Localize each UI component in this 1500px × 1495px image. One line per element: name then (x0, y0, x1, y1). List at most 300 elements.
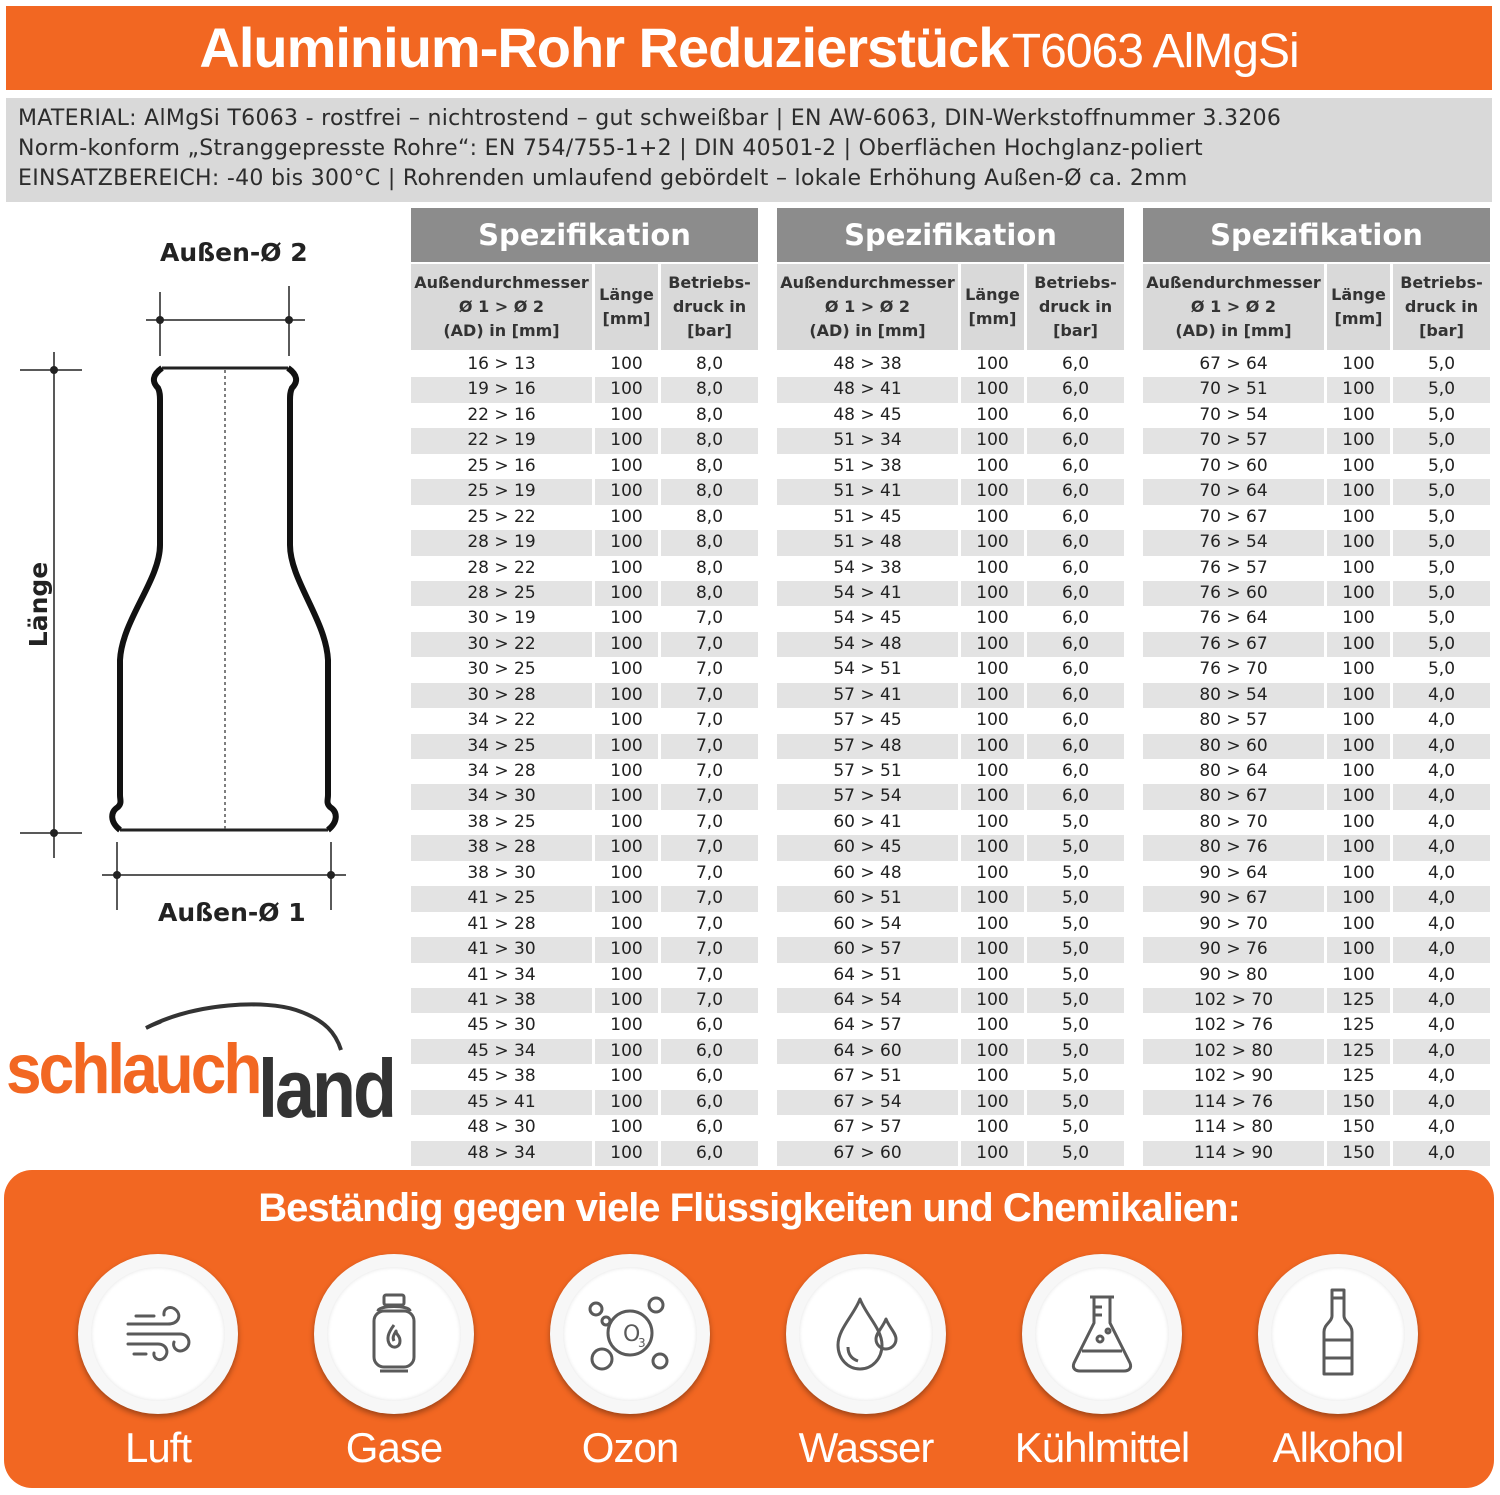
header-length: Länge [mm] (595, 264, 658, 350)
cell-diameter: 76 > 54 (1143, 530, 1324, 555)
cell-diameter: 114 > 90 (1143, 1141, 1324, 1166)
cell-pressure: 5,0 (1027, 1013, 1124, 1038)
cell-pressure: 6,0 (1027, 759, 1124, 784)
table-row (1143, 505, 1490, 530)
table-row (411, 835, 758, 860)
cell-pressure: 6,0 (1027, 352, 1124, 377)
cell-pressure: 5,0 (1393, 403, 1490, 428)
cell-pressure: 6,0 (1027, 428, 1124, 453)
cell-diameter: 70 > 54 (1143, 403, 1324, 428)
table-row (411, 1141, 758, 1166)
cell-length: 100 (595, 810, 658, 835)
cell-pressure: 5,0 (1393, 556, 1490, 581)
cell-pressure: 6,0 (661, 1115, 758, 1140)
table-row (777, 556, 1124, 581)
cell-pressure: 4,0 (1393, 1141, 1490, 1166)
table-row (777, 377, 1124, 402)
cell-length: 100 (1327, 581, 1390, 606)
cell-diameter: 48 > 34 (411, 1141, 592, 1166)
cell-length: 100 (961, 784, 1024, 809)
cell-pressure: 4,0 (1393, 1064, 1490, 1089)
cell-pressure: 6,0 (1027, 581, 1124, 606)
table-row (1143, 657, 1490, 682)
cell-length: 100 (595, 784, 658, 809)
cell-diameter: 80 > 54 (1143, 683, 1324, 708)
cell-length: 125 (1327, 988, 1390, 1013)
cell-length: 100 (1327, 530, 1390, 555)
cell-length: 100 (961, 581, 1024, 606)
cell-diameter: 70 > 67 (1143, 505, 1324, 530)
cell-diameter: 80 > 67 (1143, 784, 1324, 809)
cell-length: 100 (595, 1064, 658, 1089)
table-row (1143, 810, 1490, 835)
table-row (1143, 861, 1490, 886)
cell-diameter: 22 > 19 (411, 428, 592, 453)
cell-diameter: 60 > 45 (777, 835, 958, 860)
cell-diameter: 80 > 57 (1143, 708, 1324, 733)
cell-diameter: 70 > 51 (1143, 377, 1324, 402)
table-row (777, 632, 1124, 657)
cell-length: 100 (595, 1115, 658, 1140)
cell-length: 100 (1327, 556, 1390, 581)
cell-diameter: 41 > 38 (411, 988, 592, 1013)
cell-diameter: 38 > 28 (411, 835, 592, 860)
cell-pressure: 4,0 (1393, 1115, 1490, 1140)
cell-pressure: 4,0 (1393, 861, 1490, 886)
cell-pressure: 5,0 (1393, 606, 1490, 631)
cell-pressure: 4,0 (1393, 886, 1490, 911)
resistance-title: Beständig gegen viele Flüssigkeiten und Chemikalien: (258, 1186, 1240, 1230)
info-line-range: EINSATZBEREICH: -40 bis 300°C | Rohrenden umlaufend gebördelt – lokale Erhöhung Außen-Ø ca. 2mm (18, 166, 1188, 191)
label-wasser: Wasser (798, 1424, 934, 1471)
cell-pressure: 4,0 (1393, 937, 1490, 962)
cell-pressure: 4,0 (1393, 708, 1490, 733)
cell-diameter: 67 > 51 (777, 1064, 958, 1089)
header-length: Länge [mm] (961, 264, 1024, 350)
cell-pressure: 6,0 (1027, 606, 1124, 631)
spec-column-headers (411, 264, 758, 350)
spec-rows (1143, 352, 1490, 1166)
cell-length: 100 (1327, 734, 1390, 759)
resistance-item-wasser (748, 1250, 984, 1480)
cell-diameter: 51 > 38 (777, 454, 958, 479)
cell-pressure: 7,0 (661, 759, 758, 784)
table-row (1143, 1141, 1490, 1166)
logo-text-land: land (258, 1043, 395, 1136)
cell-length: 100 (1327, 606, 1390, 631)
cell-length: 100 (1327, 835, 1390, 860)
header-length: Länge [mm] (1327, 264, 1390, 350)
resistance-item-luft (40, 1250, 276, 1480)
cell-pressure: 5,0 (1027, 1141, 1124, 1166)
cell-length: 100 (961, 810, 1024, 835)
cell-pressure: 5,0 (1027, 912, 1124, 937)
cell-pressure: 5,0 (1027, 810, 1124, 835)
cell-pressure: 6,0 (661, 1141, 758, 1166)
spec-table-2 (777, 208, 1124, 1166)
cell-length: 100 (961, 479, 1024, 504)
cell-diameter: 51 > 34 (777, 428, 958, 453)
cell-diameter: 60 > 51 (777, 886, 958, 911)
cell-pressure: 5,0 (1027, 861, 1124, 886)
cell-length: 100 (961, 1115, 1024, 1140)
cell-length: 100 (961, 759, 1024, 784)
cell-pressure: 5,0 (1393, 479, 1490, 504)
cell-length: 100 (595, 454, 658, 479)
header-pressure: Betriebs- druck in [bar] (661, 264, 758, 350)
cell-pressure: 5,0 (1393, 428, 1490, 453)
resistance-item-kuehlmittel (984, 1250, 1220, 1480)
title-bar (6, 6, 1492, 90)
table-row (1143, 886, 1490, 911)
cell-pressure: 5,0 (1393, 530, 1490, 555)
cell-diameter: 67 > 57 (777, 1115, 958, 1140)
cell-pressure: 5,0 (1393, 632, 1490, 657)
cell-length: 125 (1327, 1013, 1390, 1038)
reducer-drawing (0, 210, 400, 930)
table-row (1143, 377, 1490, 402)
cell-length: 100 (595, 1090, 658, 1115)
table-row (777, 606, 1124, 631)
info-line-material: MATERIAL: AlMgSi T6063 - rostfrei – nichtrostend – gut schweißbar | EN AW-6063, DIN-Werkstoffnummer 3.3206 (18, 106, 1282, 131)
cell-length: 125 (1327, 1064, 1390, 1089)
table-row (411, 1064, 758, 1089)
table-row (411, 1115, 758, 1140)
cell-pressure: 4,0 (1393, 835, 1490, 860)
table-row (411, 1090, 758, 1115)
table-row (1143, 428, 1490, 453)
cell-diameter: 70 > 57 (1143, 428, 1324, 453)
table-row (777, 505, 1124, 530)
cell-pressure: 7,0 (661, 937, 758, 962)
cell-length: 100 (961, 734, 1024, 759)
table-row (777, 1141, 1124, 1166)
table-row (411, 886, 758, 911)
table-row (1143, 835, 1490, 860)
table-row (411, 1013, 758, 1038)
cell-length: 100 (1327, 352, 1390, 377)
table-row (777, 1013, 1124, 1038)
cell-pressure: 5,0 (1027, 1064, 1124, 1089)
cell-pressure: 6,0 (1027, 632, 1124, 657)
table-row (777, 683, 1124, 708)
label-ozon: Ozon (581, 1424, 679, 1471)
cell-pressure: 8,0 (661, 556, 758, 581)
cell-pressure: 5,0 (1393, 352, 1490, 377)
title-sub: T6063 AlMgSi (1011, 25, 1299, 78)
cell-diameter: 38 > 30 (411, 861, 592, 886)
bottle-icon (1308, 1286, 1368, 1382)
cell-length: 100 (961, 1064, 1024, 1089)
table-row (411, 505, 758, 530)
cell-length: 100 (1327, 505, 1390, 530)
cell-pressure: 6,0 (1027, 403, 1124, 428)
cell-length: 100 (595, 403, 658, 428)
table-row (777, 530, 1124, 555)
cell-length: 150 (1327, 1115, 1390, 1140)
table-row (777, 937, 1124, 962)
table-row (777, 835, 1124, 860)
table-row (1143, 988, 1490, 1013)
cell-length: 150 (1327, 1141, 1390, 1166)
cell-length: 100 (961, 556, 1024, 581)
cell-diameter: 34 > 28 (411, 759, 592, 784)
table-row (411, 454, 758, 479)
header-diameter: Außendurchmesser Ø 1 > Ø 2 (AD) in [mm] (777, 264, 958, 350)
cell-length: 100 (961, 454, 1024, 479)
cell-diameter: 64 > 57 (777, 1013, 958, 1038)
cell-diameter: 60 > 41 (777, 810, 958, 835)
table-row (411, 556, 758, 581)
cell-length: 100 (1327, 759, 1390, 784)
table-row (411, 683, 758, 708)
cell-length: 100 (1327, 454, 1390, 479)
cell-diameter: 45 > 38 (411, 1064, 592, 1089)
table-row (777, 352, 1124, 377)
cell-pressure: 6,0 (1027, 505, 1124, 530)
cell-length: 100 (595, 556, 658, 581)
table-row (411, 734, 758, 759)
table-row (411, 937, 758, 962)
cell-diameter: 34 > 30 (411, 784, 592, 809)
table-row (1143, 708, 1490, 733)
cell-pressure: 5,0 (1393, 377, 1490, 402)
cell-pressure: 7,0 (661, 683, 758, 708)
cell-diameter: 51 > 41 (777, 479, 958, 504)
table-row (411, 912, 758, 937)
table-row (1143, 734, 1490, 759)
spec-table-3 (1143, 208, 1490, 1166)
table-row (777, 784, 1124, 809)
cell-length: 100 (595, 937, 658, 962)
cell-length: 100 (961, 377, 1024, 402)
cell-length: 100 (961, 352, 1024, 377)
table-row (411, 352, 758, 377)
table-row (411, 784, 758, 809)
cell-diameter: 51 > 48 (777, 530, 958, 555)
cell-pressure: 5,0 (1393, 657, 1490, 682)
svg-text:O: O (623, 1322, 641, 1347)
cell-pressure: 7,0 (661, 835, 758, 860)
cell-length: 100 (1327, 683, 1390, 708)
cell-length: 100 (595, 1141, 658, 1166)
cell-pressure: 6,0 (1027, 657, 1124, 682)
cell-diameter: 54 > 48 (777, 632, 958, 657)
svg-text:3: 3 (638, 1336, 646, 1350)
wind-icon (118, 1294, 198, 1374)
table-row (777, 810, 1124, 835)
resistance-item-ozon (512, 1250, 748, 1480)
cell-pressure: 4,0 (1393, 1013, 1490, 1038)
cell-pressure: 7,0 (661, 810, 758, 835)
cell-length: 100 (961, 988, 1024, 1013)
table-row (1143, 352, 1490, 377)
cell-length: 100 (1327, 810, 1390, 835)
cell-diameter: 64 > 51 (777, 963, 958, 988)
cell-diameter: 30 > 25 (411, 657, 592, 682)
table-row (1143, 606, 1490, 631)
cell-diameter: 64 > 54 (777, 988, 958, 1013)
reducer-diagram (0, 210, 400, 930)
cell-length: 100 (595, 1013, 658, 1038)
table-row (777, 479, 1124, 504)
label-outer-diameter-1: Außen-Ø 1 (158, 898, 306, 927)
table-row (1143, 1090, 1490, 1115)
cell-diameter: 60 > 57 (777, 937, 958, 962)
table-row (1143, 556, 1490, 581)
table-row (777, 1090, 1124, 1115)
cell-diameter: 76 > 64 (1143, 606, 1324, 631)
cell-diameter: 57 > 48 (777, 734, 958, 759)
cell-pressure: 4,0 (1393, 784, 1490, 809)
table-row (1143, 479, 1490, 504)
cell-diameter: 38 > 25 (411, 810, 592, 835)
cell-diameter: 30 > 28 (411, 683, 592, 708)
table-row (411, 403, 758, 428)
table-row (777, 708, 1124, 733)
cell-length: 100 (1327, 403, 1390, 428)
cell-diameter: 67 > 60 (777, 1141, 958, 1166)
cell-length: 100 (961, 937, 1024, 962)
table-row (1143, 937, 1490, 962)
table-row (777, 759, 1124, 784)
cell-diameter: 60 > 54 (777, 912, 958, 937)
cell-pressure: 7,0 (661, 784, 758, 809)
cell-diameter: 48 > 41 (777, 377, 958, 402)
cell-length: 100 (595, 912, 658, 937)
cell-diameter: 102 > 80 (1143, 1039, 1324, 1064)
cell-pressure: 4,0 (1393, 963, 1490, 988)
header-diameter: Außendurchmesser Ø 1 > Ø 2 (AD) in [mm] (1143, 264, 1324, 350)
cell-length: 100 (595, 377, 658, 402)
cell-diameter: 76 > 70 (1143, 657, 1324, 682)
table-row (1143, 403, 1490, 428)
cell-diameter: 80 > 70 (1143, 810, 1324, 835)
cell-diameter: 67 > 54 (777, 1090, 958, 1115)
cell-diameter: 41 > 34 (411, 963, 592, 988)
cell-pressure: 4,0 (1393, 810, 1490, 835)
table-row (777, 912, 1124, 937)
cell-diameter: 45 > 30 (411, 1013, 592, 1038)
spec-table-title: Spezifikation (777, 208, 1124, 262)
cell-length: 100 (595, 861, 658, 886)
cell-pressure: 5,0 (1393, 454, 1490, 479)
cell-diameter: 19 > 16 (411, 377, 592, 402)
table-row (777, 1039, 1124, 1064)
cell-length: 100 (961, 1141, 1024, 1166)
cell-diameter: 30 > 19 (411, 606, 592, 631)
cell-length: 125 (1327, 1039, 1390, 1064)
cell-length: 100 (595, 581, 658, 606)
cell-length: 100 (595, 479, 658, 504)
label-outer-diameter-2: Außen-Ø 2 (160, 238, 308, 267)
cell-pressure: 8,0 (661, 377, 758, 402)
cell-diameter: 60 > 48 (777, 861, 958, 886)
cell-pressure: 5,0 (1027, 988, 1124, 1013)
cell-length: 100 (595, 963, 658, 988)
cell-length: 100 (595, 1039, 658, 1064)
cell-pressure: 8,0 (661, 479, 758, 504)
cell-length: 100 (961, 1090, 1024, 1115)
cell-pressure: 8,0 (661, 403, 758, 428)
cell-pressure: 5,0 (1027, 1115, 1124, 1140)
table-row (411, 1039, 758, 1064)
cell-diameter: 41 > 30 (411, 937, 592, 962)
table-row (777, 428, 1124, 453)
resistance-item-gase (276, 1250, 512, 1480)
table-row (1143, 1115, 1490, 1140)
cell-pressure: 6,0 (661, 1039, 758, 1064)
material-info-box (6, 98, 1492, 202)
cell-diameter: 51 > 45 (777, 505, 958, 530)
cell-length: 100 (595, 835, 658, 860)
cell-length: 100 (595, 734, 658, 759)
table-row (411, 861, 758, 886)
cell-length: 100 (961, 606, 1024, 631)
cell-pressure: 7,0 (661, 708, 758, 733)
cell-diameter: 45 > 34 (411, 1039, 592, 1064)
cell-pressure: 8,0 (661, 352, 758, 377)
cell-length: 100 (961, 505, 1024, 530)
cell-length: 100 (595, 632, 658, 657)
label-length: Länge (24, 561, 54, 648)
cell-pressure: 5,0 (1027, 963, 1124, 988)
cell-pressure: 4,0 (1393, 1039, 1490, 1064)
table-row (1143, 632, 1490, 657)
cell-length: 100 (961, 683, 1024, 708)
cell-diameter: 34 > 25 (411, 734, 592, 759)
table-row (777, 988, 1124, 1013)
table-row (777, 734, 1124, 759)
table-row (777, 657, 1124, 682)
cell-length: 100 (1327, 632, 1390, 657)
table-row (411, 632, 758, 657)
cell-diameter: 48 > 38 (777, 352, 958, 377)
cell-diameter: 57 > 54 (777, 784, 958, 809)
schlauchland-logo (6, 1000, 395, 1136)
cell-length: 100 (961, 530, 1024, 555)
cell-length: 100 (961, 428, 1024, 453)
table-row (777, 403, 1124, 428)
table-row (411, 988, 758, 1013)
cell-pressure: 7,0 (661, 632, 758, 657)
table-row (411, 963, 758, 988)
cell-length: 100 (595, 886, 658, 911)
cell-length: 100 (961, 861, 1024, 886)
cell-length: 100 (1327, 937, 1390, 962)
cell-pressure: 4,0 (1393, 734, 1490, 759)
cell-diameter: 90 > 64 (1143, 861, 1324, 886)
cell-length: 100 (595, 657, 658, 682)
cell-diameter: 54 > 41 (777, 581, 958, 606)
cell-diameter: 28 > 19 (411, 530, 592, 555)
cell-diameter: 90 > 67 (1143, 886, 1324, 911)
cell-diameter: 57 > 41 (777, 683, 958, 708)
cell-length: 100 (1327, 479, 1390, 504)
cell-diameter: 41 > 28 (411, 912, 592, 937)
cell-pressure: 6,0 (1027, 377, 1124, 402)
cell-pressure: 7,0 (661, 734, 758, 759)
table-row (777, 861, 1124, 886)
cell-length: 100 (961, 403, 1024, 428)
cell-length: 100 (595, 606, 658, 631)
cell-pressure: 5,0 (1393, 505, 1490, 530)
table-row (777, 886, 1124, 911)
table-row (411, 428, 758, 453)
resistance-panel (4, 1170, 1494, 1488)
table-row (1143, 963, 1490, 988)
cell-length: 100 (595, 530, 658, 555)
